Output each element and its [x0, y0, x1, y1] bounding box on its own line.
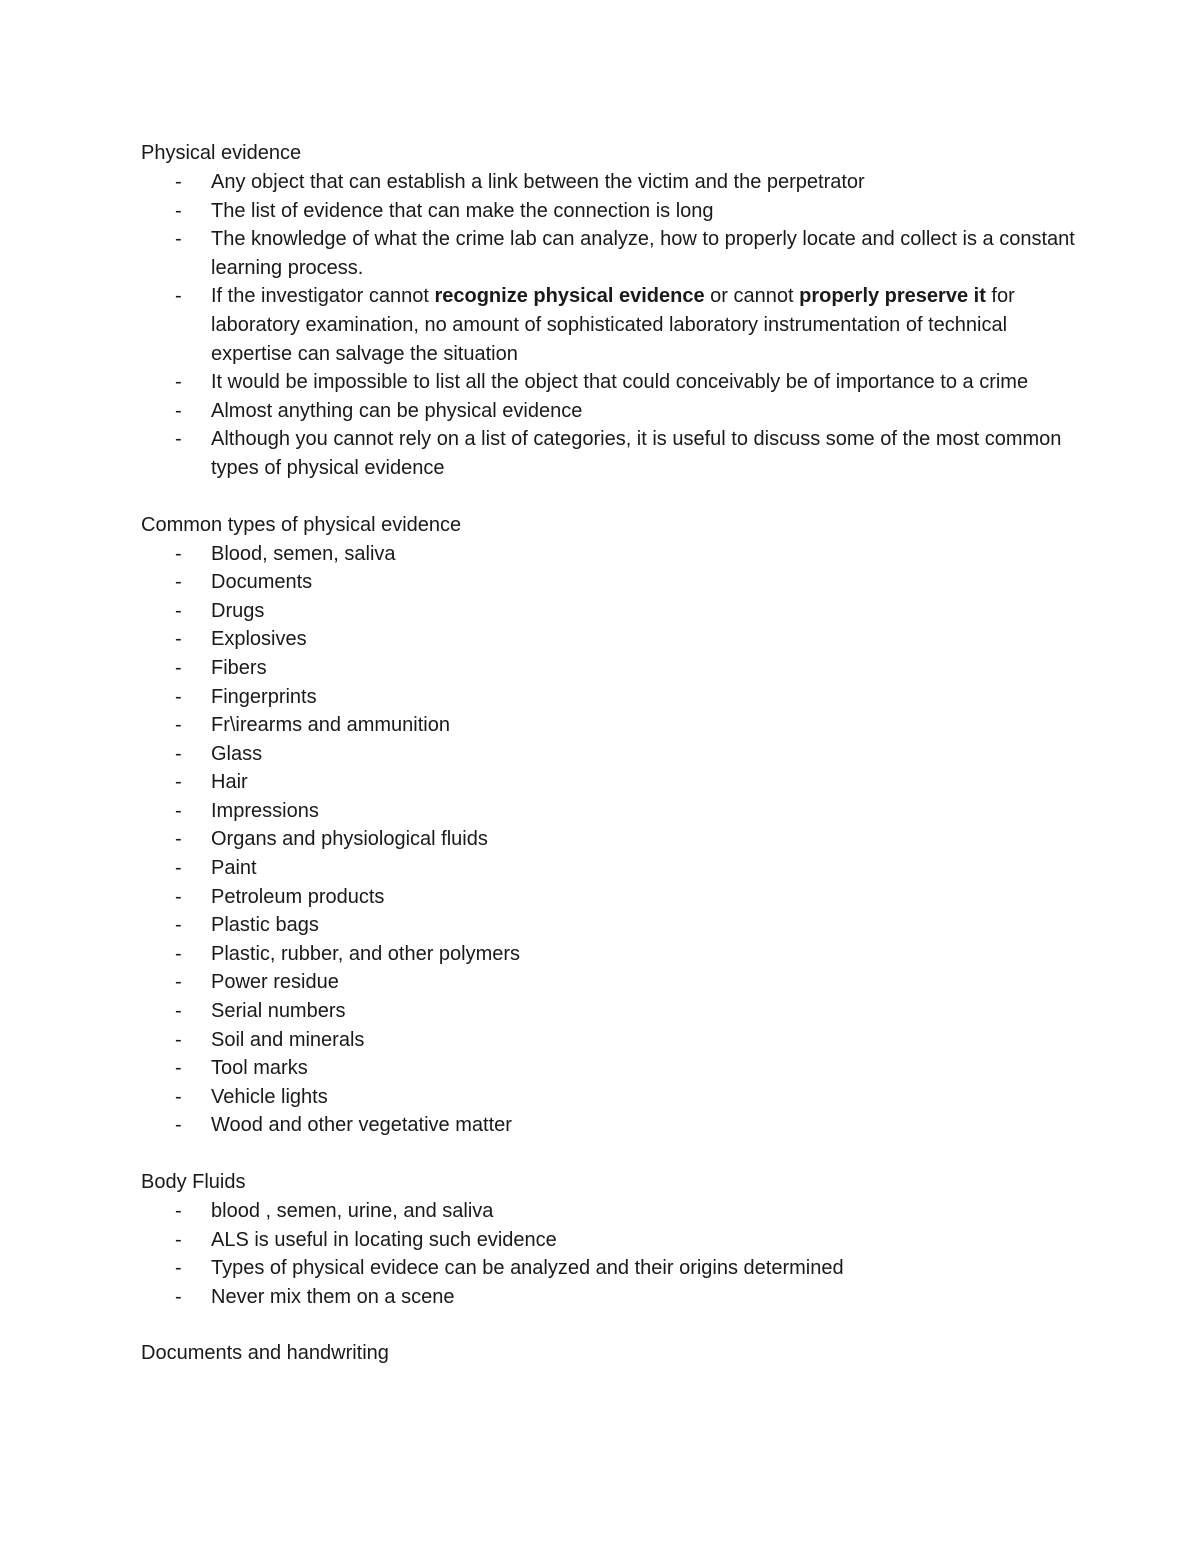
- bullet-dash: -: [175, 799, 182, 822]
- bullet-dash: -: [175, 942, 182, 965]
- list-item-text: It would be impossible to list all the object that could conceivably be of importance to a crime: [211, 371, 1029, 394]
- bullet-dash: -: [175, 1114, 182, 1137]
- bullet-dash: -: [175, 371, 182, 394]
- bullet-dash: -: [175, 1228, 182, 1251]
- bullet-dash: -: [175, 828, 182, 851]
- list-item-text: Hair: [211, 771, 248, 794]
- list-item: [141, 368, 1081, 397]
- bullet-dash: -: [175, 914, 182, 937]
- bullet-dash: -: [175, 1000, 182, 1023]
- list-item: [141, 1111, 1081, 1140]
- list-item-text: Soil and minerals: [211, 1028, 365, 1051]
- list-item-text: Plastic bags: [211, 914, 319, 937]
- list-item: [141, 768, 1081, 797]
- list-item: [141, 825, 1081, 854]
- list-item: [141, 540, 1081, 569]
- list-item-text: Vehicle lights: [211, 1085, 328, 1108]
- bullet-dash: -: [175, 599, 182, 622]
- bullet-dash: -: [175, 1085, 182, 1108]
- list-item: [141, 997, 1081, 1026]
- list-item-text: Fingerprints: [211, 685, 317, 708]
- section-heading: Physical evidence: [141, 142, 302, 164]
- bullet-dash: -: [175, 171, 182, 193]
- list-item: [141, 1026, 1081, 1055]
- list-item-text: Drugs: [211, 599, 265, 622]
- bullet-list: [141, 168, 1081, 483]
- bold-text: recognize physical evidence: [434, 285, 705, 308]
- section: [141, 1168, 1081, 1311]
- list-item-text: Paint: [211, 857, 257, 880]
- list-item-text: blood , semen, urine, and saliva: [211, 1200, 494, 1222]
- list-item: [141, 168, 1081, 197]
- bullet-dash: -: [175, 742, 182, 765]
- list-item-text: Impressions: [211, 799, 319, 822]
- list-item-text: Plastic, rubber, and other polymers: [211, 942, 521, 965]
- list-item: [141, 282, 1081, 368]
- list-item: [141, 654, 1081, 683]
- bullet-dash: -: [175, 685, 182, 708]
- section: [141, 1339, 1081, 1368]
- list-item: [141, 1054, 1081, 1083]
- list-item-text: Petroleum products: [211, 885, 385, 908]
- list-item-text: If the investigator cannot: [211, 285, 435, 308]
- section-heading: Common types of physical evidence: [141, 513, 462, 536]
- bullet-dash: -: [175, 542, 182, 565]
- list-item-text: Organs and physiological fluids: [211, 828, 488, 851]
- list-item: [141, 968, 1081, 997]
- list-item-text: The knowledge of what the crime lab can analyze, how to properly locate and collect is a constant learning process.: [211, 228, 1075, 279]
- list-item-text: Wood and other vegetative matter: [211, 1114, 512, 1137]
- section-heading: Documents and handwriting: [141, 1342, 389, 1365]
- list-item-text: Power residue: [211, 971, 339, 994]
- bullet-dash: -: [175, 285, 182, 308]
- list-item: [141, 911, 1081, 940]
- list-item: [141, 225, 1081, 282]
- list-item-text: Never mix them on a scene: [211, 1285, 455, 1308]
- list-item: [141, 397, 1081, 426]
- list-item-text: Fibers: [211, 656, 267, 679]
- list-item: [141, 625, 1081, 654]
- bullet-dash: -: [175, 628, 182, 651]
- bullet-list: [141, 1197, 1081, 1311]
- list-item-text: Documents: [211, 571, 313, 594]
- list-item: [141, 711, 1081, 740]
- bullet-dash: -: [175, 656, 182, 679]
- list-item: [141, 797, 1081, 826]
- list-item-text: Although you cannot rely on a list of categories, it is useful to discuss some of the most common types of physical evidence: [211, 428, 1062, 479]
- list-item-text: Serial numbers: [211, 1000, 346, 1023]
- section: [141, 511, 1081, 1140]
- list-item: [141, 1197, 1081, 1226]
- list-item-text: for laboratory examination, no amount of sophisticated laboratory instrumentation of technical expertise can salvage the situation: [211, 285, 1015, 365]
- list-item: [141, 740, 1081, 769]
- list-item-text: Glass: [211, 742, 263, 765]
- bullet-dash: -: [175, 857, 182, 880]
- document-page: [141, 139, 1081, 1396]
- list-item-text: Any object that can establish a link between the victim and the perpetrator: [211, 171, 865, 193]
- list-item: [141, 854, 1081, 883]
- list-item-text: Types of physical evidece can be analyzed and their origins determined: [211, 1257, 844, 1280]
- bullet-dash: -: [175, 228, 182, 251]
- list-item: [141, 883, 1081, 912]
- list-item: [141, 1226, 1081, 1255]
- list-item: [141, 568, 1081, 597]
- bullet-dash: -: [175, 1257, 182, 1280]
- list-item: [141, 1083, 1081, 1112]
- bullet-dash: -: [175, 399, 182, 422]
- list-item-text: Explosives: [211, 628, 307, 651]
- list-item-text: or cannot: [704, 285, 800, 308]
- bullet-dash: -: [175, 1057, 182, 1080]
- list-item: [141, 1254, 1081, 1283]
- list-item-text: ALS is useful in locating such evidence: [211, 1228, 557, 1251]
- list-item: [141, 597, 1081, 626]
- list-item-text: Blood, semen, saliva: [211, 542, 396, 565]
- bullet-dash: -: [175, 1200, 182, 1222]
- list-item: [141, 197, 1081, 226]
- bullet-dash: -: [175, 428, 182, 451]
- list-item-text: Fr\irearms and ammunition: [211, 714, 450, 737]
- bullet-dash: -: [175, 1028, 182, 1051]
- section: [141, 139, 1081, 483]
- list-item: [141, 425, 1081, 482]
- bullet-dash: -: [175, 885, 182, 908]
- list-item-text: Almost anything can be physical evidence: [211, 399, 583, 422]
- bold-text: properly preserve it: [799, 285, 986, 308]
- bullet-dash: -: [175, 971, 182, 994]
- list-item-text: The list of evidence that can make the connection is long: [211, 199, 714, 222]
- bullet-dash: -: [175, 714, 182, 737]
- list-item: [141, 940, 1081, 969]
- bullet-dash: -: [175, 199, 182, 222]
- list-item: [141, 1283, 1081, 1312]
- section-heading: Body Fluids: [141, 1171, 246, 1193]
- list-item: [141, 683, 1081, 712]
- bullet-dash: -: [175, 1285, 182, 1308]
- bullet-dash: -: [175, 771, 182, 794]
- bullet-list: [141, 540, 1081, 1140]
- bullet-dash: -: [175, 571, 182, 594]
- list-item-text: Tool marks: [211, 1057, 308, 1080]
